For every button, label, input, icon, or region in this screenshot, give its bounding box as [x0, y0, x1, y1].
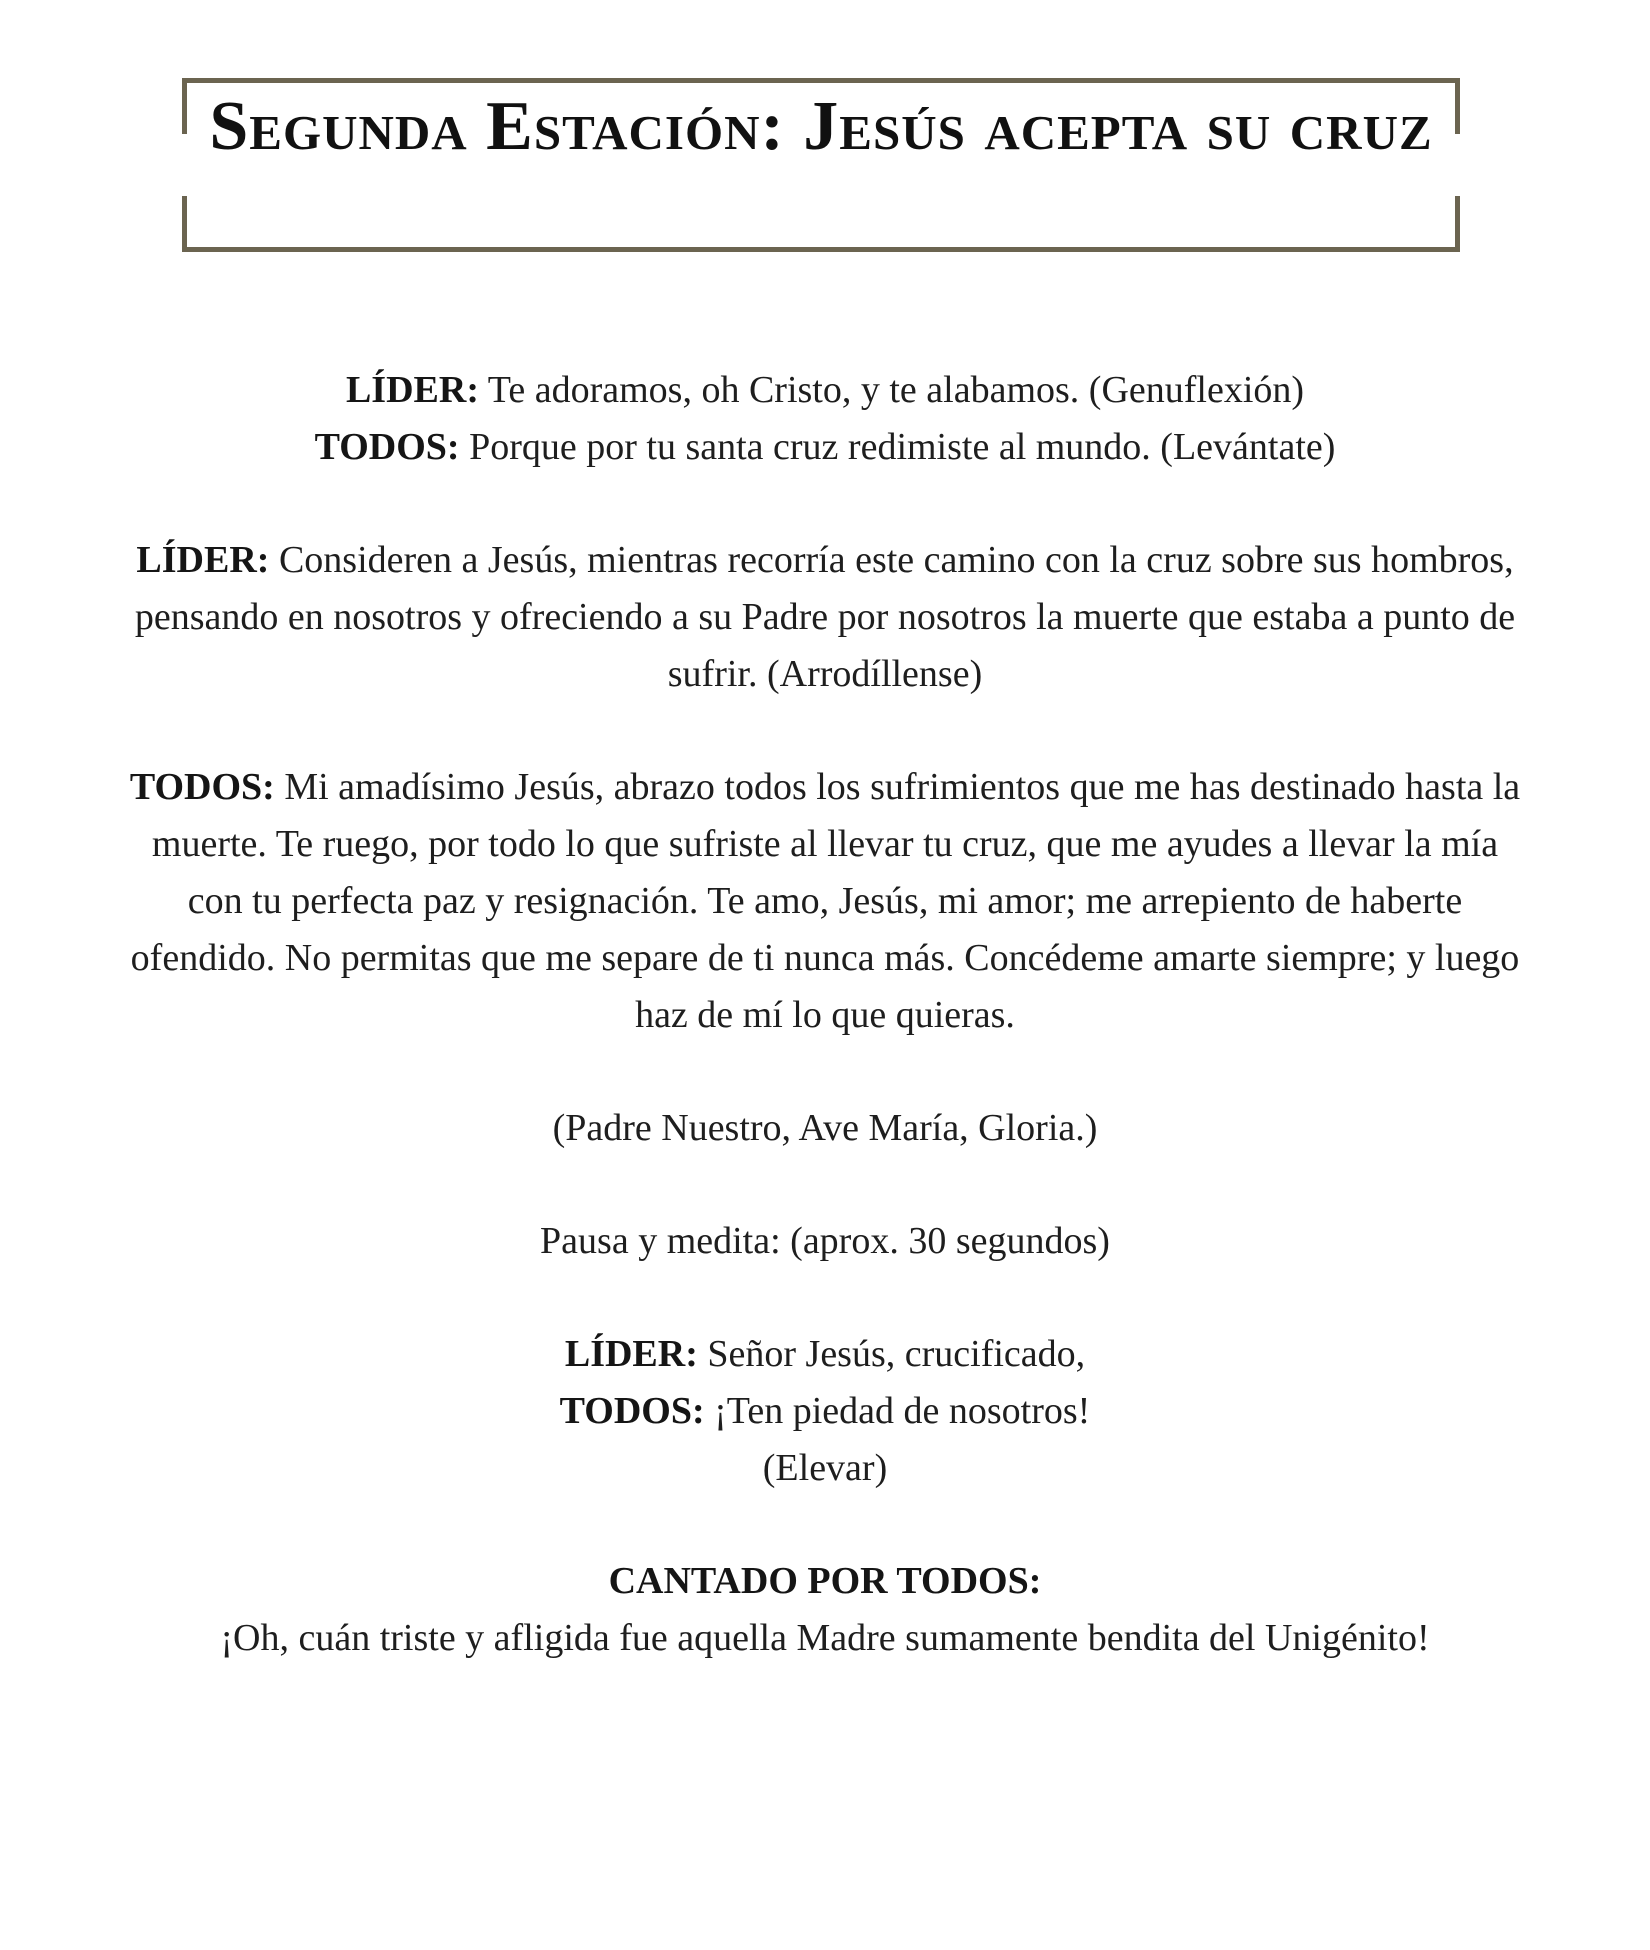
all-line: ¡Ten piedad de nosotros!: [704, 1390, 1091, 1432]
all-label: TODOS:: [129, 766, 275, 808]
frame-right-bottom-border: [1455, 196, 1460, 252]
leader-line: Señor Jesús, crucificado,: [697, 1333, 1086, 1375]
frame-right-top-border: [1455, 78, 1460, 134]
leader-label: LÍDER:: [564, 1333, 698, 1375]
elevate-note: (Elevar): [762, 1447, 888, 1489]
leader-label: LÍDER:: [136, 539, 270, 581]
prayers-note: (Padre Nuestro, Ave María, Gloria.): [552, 1107, 1098, 1149]
all-label: TODOS:: [559, 1390, 705, 1432]
frame-top-border: [182, 78, 1460, 83]
frame-left-top-border: [182, 78, 187, 134]
prayer-paragraph: [120, 759, 1530, 1044]
all-line: Porque por tu santa cruz redimiste al mundo. (Levántate): [459, 426, 1336, 468]
station-content: [120, 362, 1530, 1667]
leader-label: LÍDER:: [345, 369, 479, 411]
all-label: TODOS:: [314, 426, 460, 468]
frame-left-bottom-border: [182, 196, 187, 252]
page-title: Segunda Estación: Jesús acepta su cruz: [196, 88, 1446, 166]
frame-bottom-border: [182, 247, 1460, 252]
consider-paragraph: [120, 532, 1530, 703]
pause-note: Pausa y medita: (aprox. 30 segundos): [540, 1220, 1110, 1262]
hymn-label: CANTADO POR TODOS:: [608, 1560, 1042, 1602]
title-frame: [182, 78, 1460, 252]
all-prayer: Mi amadísimo Jesús, abrazo todos los sufrimientos que me has destinado hasta la muerte. Te ruego, por todo lo que sufriste al llevar tu cruz, que me ayudes a llevar la mía con tu perfecta paz y resignación. Te amo, Jesús, mi amor; me arrepiento de haberte ofendido. No permitas que me separe de ti nunca más. Concédeme amarte siempre; y luego haz de mí lo que quieras.: [130, 766, 1521, 1036]
hymn-text: ¡Oh, cuán triste y afligida fue aquella Madre sumamente bendita del Unigénito!: [220, 1617, 1430, 1659]
opening-responsory: [120, 362, 1530, 476]
leader-line: Te adoramos, oh Cristo, y te alabamos. (Genuflexión): [478, 369, 1305, 411]
closing-responsory: [120, 1326, 1530, 1497]
leader-meditation: Consideren a Jesús, mientras recorría este camino con la cruz sobre sus hombros, pensando en nosotros y ofreciendo a su Padre por nosotros la muerte que estaba a punto de sufrir. (Arrodíllense): [134, 539, 1516, 695]
hymn-section: [120, 1553, 1530, 1667]
